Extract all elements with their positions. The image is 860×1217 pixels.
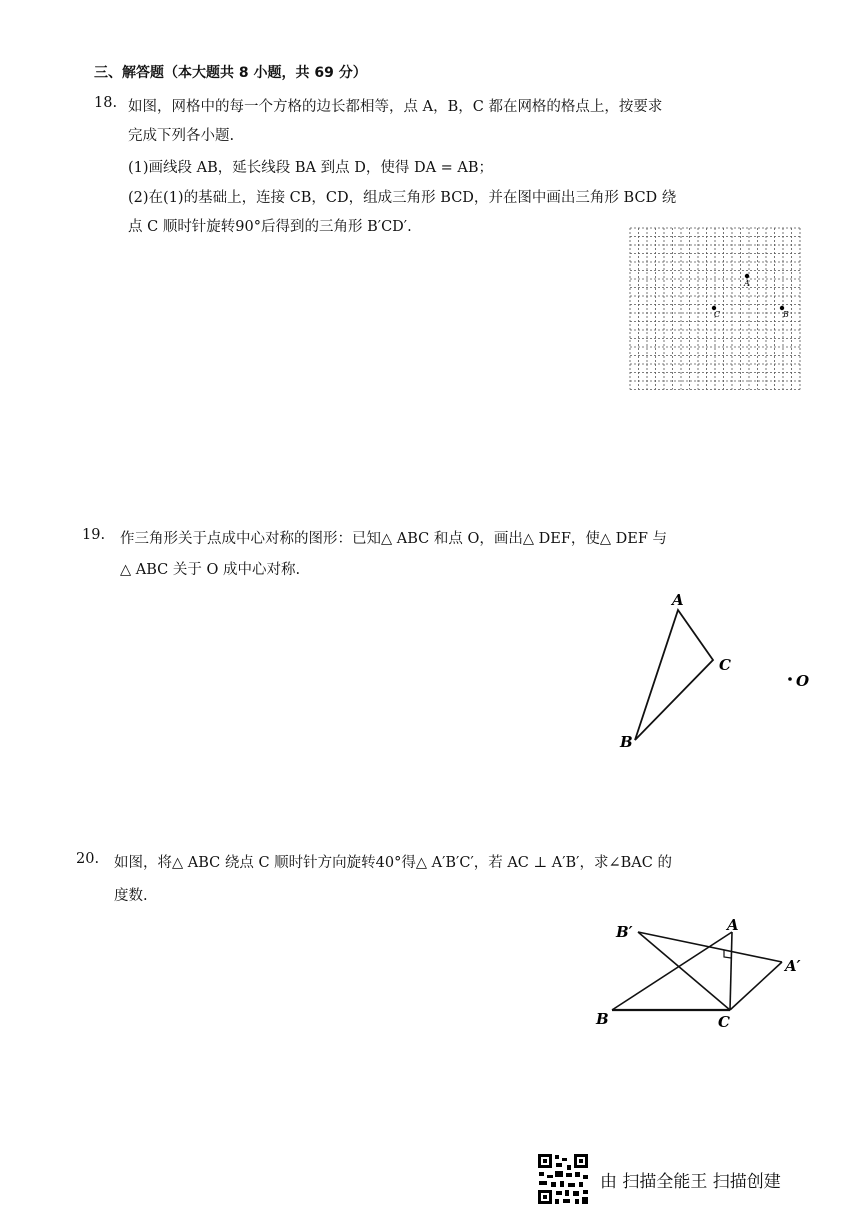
q18-grid-figure <box>628 226 804 392</box>
q18-line1: 如图，网格中的每一个方格的边长都相等，点 A，B，C 都在网格的格点上，按要求 <box>128 99 663 115</box>
triangle-abc <box>635 610 713 740</box>
q18-point-a <box>745 274 749 278</box>
q19-number: 19. <box>82 527 106 543</box>
q19-triangle-figure <box>600 585 830 755</box>
q18-line5: 点 C 顺时针旋转90°后得到的三角形 B′CD′. <box>128 219 412 235</box>
q20-rotation-figure <box>590 910 810 1040</box>
q18-line3: (1)画线段 AB，延长线段 BA 到点 D，使得 DA = AB； <box>128 160 494 176</box>
q20-label-b: B <box>596 1010 609 1028</box>
q20-label-a-prime: A′ <box>785 957 801 975</box>
q18-label-b: B <box>783 310 789 319</box>
q19-label-c: C <box>719 656 731 674</box>
q20-label-b-prime: B′ <box>616 923 633 941</box>
q18-number: 18. <box>94 95 118 111</box>
q20-line2: 度数. <box>114 888 148 904</box>
section-title: 三、解答题（本大题共 8 小题，共 69 分） <box>94 65 367 81</box>
q19-label-b: B <box>620 733 633 751</box>
q20-label-c: C <box>718 1013 730 1031</box>
q19-label-o: O <box>796 672 810 690</box>
q18-line4: (2)在(1)的基础上，连接 CB，CD，组成三角形 BCD，并在图中画出三角形 BCD 绕 <box>128 190 677 206</box>
qr-code-icon <box>537 1153 589 1205</box>
q18-line2: 完成下列各小题. <box>128 128 235 144</box>
q19-point-o <box>788 677 792 681</box>
q18-label-c: C <box>714 310 721 319</box>
q20-line1: 如图，将△ ABC 绕点 C 顺时针方向旋转40°得△ A′B′C′，若 AC ⊥ A′B′，求∠BAC 的 <box>114 855 672 871</box>
q18-label-a: A <box>744 279 750 288</box>
scanner-watermark: 由 扫描全能王 扫描创建 <box>600 1172 781 1192</box>
q20-number: 20. <box>76 851 100 867</box>
q19-label-a: A <box>672 591 684 609</box>
q20-label-a: A <box>727 916 739 934</box>
q19-line2: △ ABC 关于 O 成中心对称. <box>120 562 301 578</box>
q19-line1: 作三角形关于点成中心对称的图形：已知△ ABC 和点 O，画出△ DEF，使△ DEF 与 <box>120 531 668 547</box>
